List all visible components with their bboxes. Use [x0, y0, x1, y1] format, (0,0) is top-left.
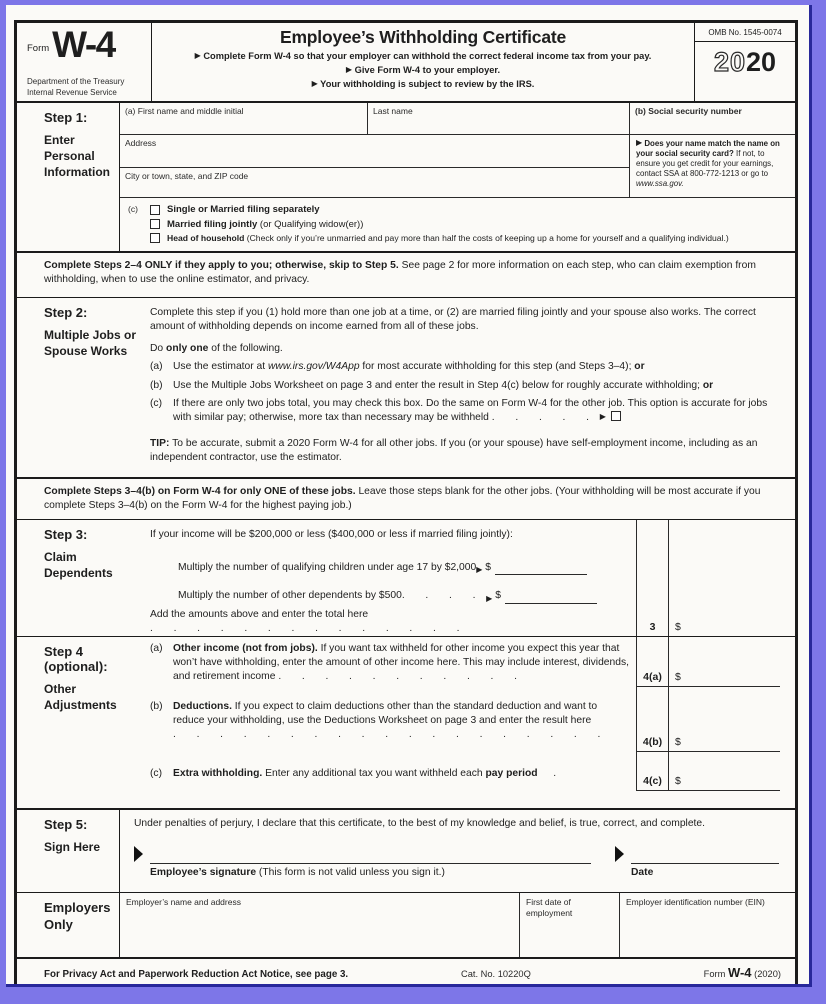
omb-year-box	[694, 23, 795, 101]
line4c-label: 4(c)	[636, 752, 668, 791]
step3-subtitle: Claim Dependents	[44, 550, 113, 581]
step2-tip	[150, 437, 781, 466]
checkbox-two-jobs[interactable]	[611, 411, 621, 421]
step5-content	[120, 810, 795, 892]
form-instructions	[152, 50, 694, 92]
arrow-icon: ▶	[194, 51, 201, 60]
field-c-prefix: (c)	[128, 204, 138, 214]
option-a-prefix: (a)	[150, 361, 163, 373]
form-title-block	[152, 23, 694, 101]
form-footer-year: (2020)	[751, 969, 781, 979]
option-c-prefix: (c)	[150, 398, 163, 410]
tip-text: To be accurate, submit a 2020 Form W-4 for all other jobs. If you (or your spouse) have self-employment income, including as an independent contractor, use the estimator.	[150, 437, 758, 464]
step2-intro: Complete this step if you (1) hold more than one job at a time, or (2) are married filing jointly and your spouse also works. The correct amount of withholding depends on income earned from all of these jobs.	[150, 307, 756, 333]
employer-section	[17, 893, 795, 959]
dollar-sign: $	[495, 590, 501, 602]
dot-leader: . . . .	[401, 590, 481, 602]
perjury-declaration: Under penalties of perjury, I declare that this certificate, to the best of my knowledge and belief, is true, correct, and complete.	[134, 818, 706, 829]
steps-3-4b-note-bold: Complete Steps 3–4(b) on Form W-4 for only ONE of these jobs.	[44, 486, 356, 497]
step2-label	[17, 298, 150, 477]
agency-line1: Department of the Treasury	[27, 77, 125, 87]
employer-label-text: Employers Only	[44, 900, 111, 932]
step5-label	[17, 810, 120, 892]
line3-amount-cell[interactable]	[668, 604, 780, 636]
step4c-bold2: pay period	[485, 768, 538, 779]
option-b-or: or	[702, 379, 714, 391]
option-4b-prefix: (b)	[150, 701, 163, 712]
step4c-text: Enter any additional tax you want withheld each	[262, 768, 486, 779]
arrow-icon: ▶	[636, 138, 643, 147]
filing-option-label: Married filing jointly	[167, 218, 258, 230]
line4b-label: 4(b)	[636, 687, 668, 752]
other-dependents-text: Multiply the number of other dependents by $500	[178, 590, 402, 602]
filing-option-single	[150, 204, 729, 215]
instruction-bullet-3: Your withholding is subject to review by the IRS.	[317, 78, 535, 89]
step3-total-text: Add the amounts above and enter the total here	[150, 608, 369, 620]
dollar-sign: $	[675, 621, 681, 633]
estimator-url-link[interactable]: www.irs.gov/W4App	[268, 361, 360, 373]
signature-line[interactable]	[150, 849, 591, 864]
step2-section	[17, 298, 795, 479]
form-title: Employee’s Withholding Certificate	[279, 27, 567, 47]
step5-title: Step 5:	[44, 817, 88, 832]
step2-do-post: of the following.	[208, 342, 283, 354]
step4c-row	[150, 752, 636, 791]
tax-year-bold: 20	[746, 47, 777, 77]
steps-2-4-note-bold: Complete Steps 2–4 ONLY if they apply to you; otherwise, skip to Step 5.	[44, 260, 399, 271]
option-a-text2: for most accurate withholding for this step (and Steps 3–4);	[359, 361, 635, 373]
step3-total-row	[150, 604, 636, 636]
step4b-bold: Deductions.	[173, 701, 232, 712]
tax-year-outline: 20	[713, 47, 746, 77]
option-4c-prefix: (c)	[150, 768, 163, 779]
filing-option-note: (or Qualifying widow(er))	[257, 218, 364, 230]
dot-leader: . . . . . . . . . . . . . . . . . . .	[173, 729, 606, 741]
arrow-icon: ▶	[486, 593, 493, 603]
step4a-bold: Other income (not from jobs).	[173, 643, 318, 654]
last-name-field[interactable]: Last name	[367, 103, 629, 135]
dot-leader: . . . . .	[491, 412, 594, 424]
other-dependents-row	[150, 575, 636, 604]
city-state-zip-field[interactable]: City or town, state, and ZIP code	[120, 168, 629, 198]
filing-status-group	[120, 198, 795, 251]
ssn-match-note	[629, 135, 795, 198]
step3-label	[17, 520, 150, 636]
option-a-text: Use the estimator at	[173, 361, 268, 373]
date-arrow-icon	[615, 846, 624, 862]
step4-title: Step 4	[44, 644, 84, 659]
form-footer-id	[704, 965, 781, 980]
option-a-or: or	[634, 361, 645, 373]
privacy-notice: For Privacy Act and Paperwork Reduction Act Notice, see page 3.	[44, 969, 349, 980]
filing-option-note: (Check only if you’re unmarried and pay more than half the costs of keeping up a home for yourself and a qualifying individual.)	[244, 233, 729, 243]
instruction-bullet-2: Give Form W-4 to your employer.	[352, 64, 501, 75]
dollar-sign: $	[675, 736, 681, 748]
tip-label: TIP:	[150, 437, 170, 449]
steps-2-4-note-text: See page 2 for more information on each step, who can claim exemption from withholding, when to use the online estimator, and privacy.	[44, 260, 756, 286]
form-number: W-4	[52, 24, 115, 65]
step2-do-pre: Do	[150, 342, 167, 354]
address-field[interactable]: Address	[120, 135, 629, 168]
qualifying-children-text: Multiply the number of qualifying children under age 17 by $2,000	[178, 561, 477, 573]
w4-form	[14, 20, 798, 984]
arrow-icon: ▶	[476, 564, 483, 574]
omb-number: OMB No. 1545-0074	[695, 23, 795, 42]
qualifying-children-amount-blank[interactable]	[495, 564, 587, 575]
step3-section	[17, 520, 795, 637]
agency-line2: Internal Revenue Service	[27, 87, 117, 97]
dollar-sign: $	[485, 561, 491, 573]
line4a-amount-cell[interactable]	[668, 637, 780, 687]
steps-3-4b-note-text: Leave those steps blank for the other jobs. (Your withholding will be most accurate if you complete Steps 3–4(b) on the Form W-4 for the highest paying job.)	[44, 486, 761, 512]
step4b-text: If you expect to claim deductions other than the standard deduction and want to reduce your withholding, use the Deductions Worksheet on page 3 and enter the result here	[173, 701, 598, 727]
line4b-amount-cell[interactable]	[668, 687, 780, 752]
step5-subtitle: Sign Here	[44, 840, 101, 854]
filing-option-married-jointly	[150, 219, 729, 230]
form-footer-number: W-4	[727, 965, 752, 980]
dot-leader: . . . . . . . . . . . . . .	[150, 622, 465, 634]
ssn-field[interactable]: (b) Social security number	[629, 103, 795, 135]
scanned-form-page	[6, 5, 812, 987]
option-c-text: If there are only two jobs total, you may check this box. Do the same on Form W-4 for the other job. This option is accurate for jobs with similar pay; otherwise, more tax than necessary may be withheld	[173, 398, 768, 424]
step2-subtitle: Multiple Jobs or Spouse Works	[44, 328, 137, 359]
employer-label	[17, 893, 120, 957]
checkbox-married-filing-jointly[interactable]	[150, 219, 160, 229]
dollar-sign: $	[675, 671, 681, 683]
step1-title: Step 1:	[44, 110, 88, 125]
form-header	[17, 23, 795, 103]
form-number-box	[17, 23, 152, 101]
catalog-number: Cat. No. 10220Q	[461, 969, 531, 979]
other-dependents-amount-blank[interactable]	[505, 593, 597, 604]
dollar-sign: $	[675, 775, 681, 787]
step2-do-bold: only one	[166, 342, 209, 354]
checkbox-single-or-married-filing-separately[interactable]	[150, 205, 160, 215]
first-date-employment-field[interactable]: First date of employment	[519, 893, 619, 957]
form-footer	[17, 959, 795, 980]
step2-option-c	[150, 397, 781, 426]
ssa-url-link[interactable]: www.ssa.gov.	[636, 178, 684, 188]
filing-option-head-of-household	[150, 233, 729, 243]
ssn-note-question: Does your name match the name on your social security card?	[636, 139, 780, 158]
arrow-icon: ▶	[599, 412, 606, 422]
arrow-icon: ▶	[311, 78, 318, 88]
step2-title: Step 2:	[44, 305, 88, 320]
signature-caption-text: (This form is not valid unless you sign it.)	[256, 867, 445, 878]
qualifying-children-row	[150, 545, 636, 575]
step4-spacer	[17, 791, 795, 810]
step1-label	[17, 103, 120, 251]
signature-arrow-icon	[134, 846, 143, 862]
date-line[interactable]	[631, 849, 779, 864]
line4c-amount-cell[interactable]	[668, 752, 780, 791]
step1-section	[17, 103, 795, 253]
step4-subtitle: Other Adjustments	[44, 682, 117, 713]
step4b-row	[150, 687, 636, 752]
dot-leader: .	[537, 768, 562, 779]
signature-caption-bold: Employee’s signature	[150, 867, 257, 878]
step4-section	[17, 637, 795, 791]
checkbox-head-of-household[interactable]	[150, 233, 160, 243]
steps-3-4b-note	[17, 479, 795, 520]
first-name-field[interactable]: (a) First name and middle initial	[120, 103, 367, 135]
step5-section	[17, 810, 795, 893]
steps-2-4-note	[17, 253, 795, 298]
step4c-bold: Extra withholding.	[173, 768, 263, 779]
line4a-label: 4(a)	[636, 637, 668, 687]
step2-option-b	[150, 379, 781, 393]
line3-label: 3	[636, 604, 668, 636]
step2-content	[150, 298, 795, 477]
step1-subtitle: Enter Personal Information	[44, 133, 110, 180]
date-caption: Date	[631, 867, 654, 878]
step4-title2: (optional):	[44, 659, 108, 674]
step2-option-a	[150, 360, 781, 374]
step1-fields	[120, 103, 795, 251]
arrow-icon: ▶	[345, 64, 353, 74]
step4-label	[17, 637, 150, 791]
step3-title: Step 3:	[44, 527, 88, 542]
tax-year	[695, 47, 795, 78]
instruction-bullet-1: Complete Form W-4 so that your employer can withhold the correct federal income tax from your pay.	[200, 51, 652, 61]
option-4a-prefix: (a)	[150, 643, 163, 654]
filing-option-label: Head of household	[167, 233, 245, 243]
dot-leader: . . . . . . . . . . .	[278, 671, 522, 683]
agency-name	[27, 77, 147, 98]
step3-intro: If your income will be $200,000 or less ($400,000 or less if married filing jointly):	[150, 529, 513, 540]
option-b-prefix: (b)	[150, 379, 163, 391]
form-word: Form	[27, 43, 50, 55]
ssn-note-text: If not, to ensure you get credit for your earnings, contact SSA at 800-772-1213 or go to	[636, 148, 774, 178]
form-footer-pre: Form	[703, 969, 728, 979]
option-b-text: Use the Multiple Jobs Worksheet on page 3 and enter the result in Step 4(c) below for roughly accurate withholding;	[173, 379, 703, 391]
ein-field[interactable]: Employer identification number (EIN)	[619, 893, 795, 957]
step4a-row	[150, 637, 636, 687]
employer-name-address-field[interactable]: Employer’s name and address	[126, 897, 241, 907]
step4a-text: If you want tax withheld for other income you expect this year that won’t have withholding, enter the amount of other income here. This may include interest, dividends, and retirement income	[173, 643, 629, 683]
filing-option-label: Single or Married filing separately	[167, 204, 320, 215]
